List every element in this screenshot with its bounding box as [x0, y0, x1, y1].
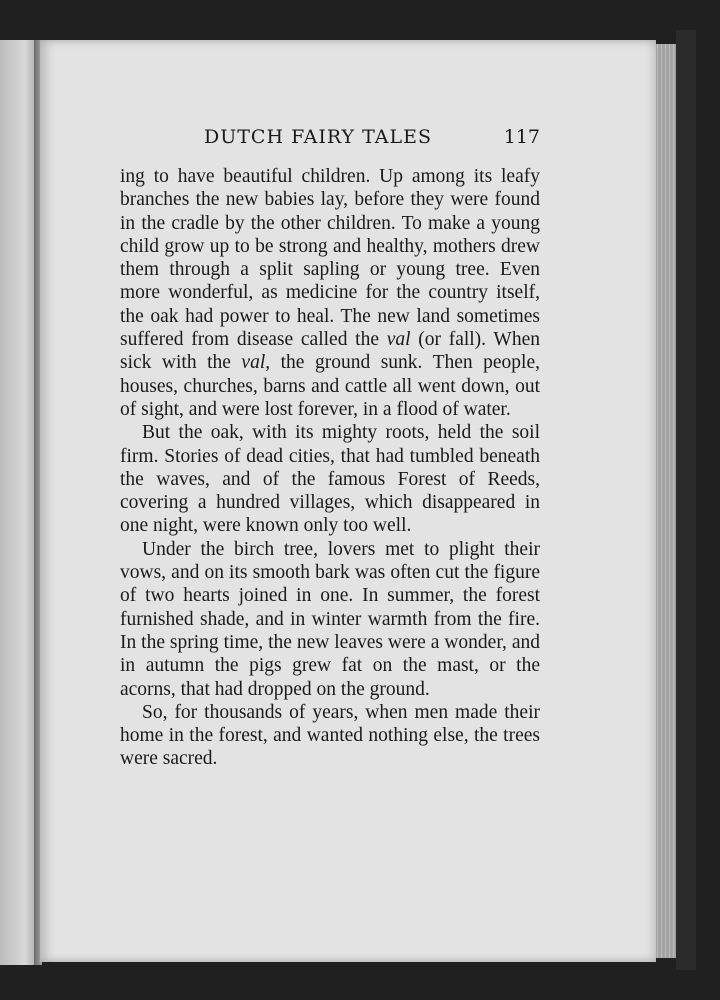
left-page-edge: [0, 40, 36, 965]
paragraph-1-text-a: ing to have beautiful children. Up among its leafy branches the new babies lay, before they were found in the cradle by the other children. To make a young child grow up to be strong and healthy, mothers drew them through a split sapling or young tree. Even more wonderful, as medicine for the country itself, the oak had power to heal. The new land sometimes suffered from disease called the: [120, 166, 540, 351]
running-head: [120, 126, 540, 152]
italic-val: val: [386, 329, 411, 351]
paragraph-1-text-c: the ground sunk. Then people, houses, churches, barns and cattle all went down, out of sight, and were lost forever, in a flood of water.: [120, 352, 540, 420]
italic-val-comma: val,: [241, 352, 271, 374]
running-title: DUTCH FAIRY TALES: [204, 126, 432, 148]
book-cover-edge: [676, 30, 696, 970]
page-number: 117: [503, 126, 540, 148]
body-text: [120, 165, 540, 771]
paragraph-3: Under the birch tree, lovers met to plight their vows, and on its smooth bark was often cut the figure of two hearts joined in one. In summer, the forest furnished shade, and in winter warmth from the fire. In the spring time, the new leaves were a wonder, and in autumn the pigs grew fat on the mast, or the acorns, that had dropped on the ground.: [120, 538, 540, 700]
paragraph-1-text-b: (or fall). When sick with the: [120, 329, 540, 374]
paragraph-1: [120, 165, 540, 421]
paragraph-2: But the oak, with its mighty roots, held the soil firm. Stories of dead cities, that had tumbled beneath the waves, and of the famous Forest of Reeds, covering a hundred villages, which disappeared in one night, were known only too well.: [120, 422, 540, 537]
page-stack-edges: [656, 44, 676, 958]
paragraph-4: So, for thousands of years, when men made their home in the forest, and wanted nothing else, the trees were sacred.: [120, 701, 540, 770]
